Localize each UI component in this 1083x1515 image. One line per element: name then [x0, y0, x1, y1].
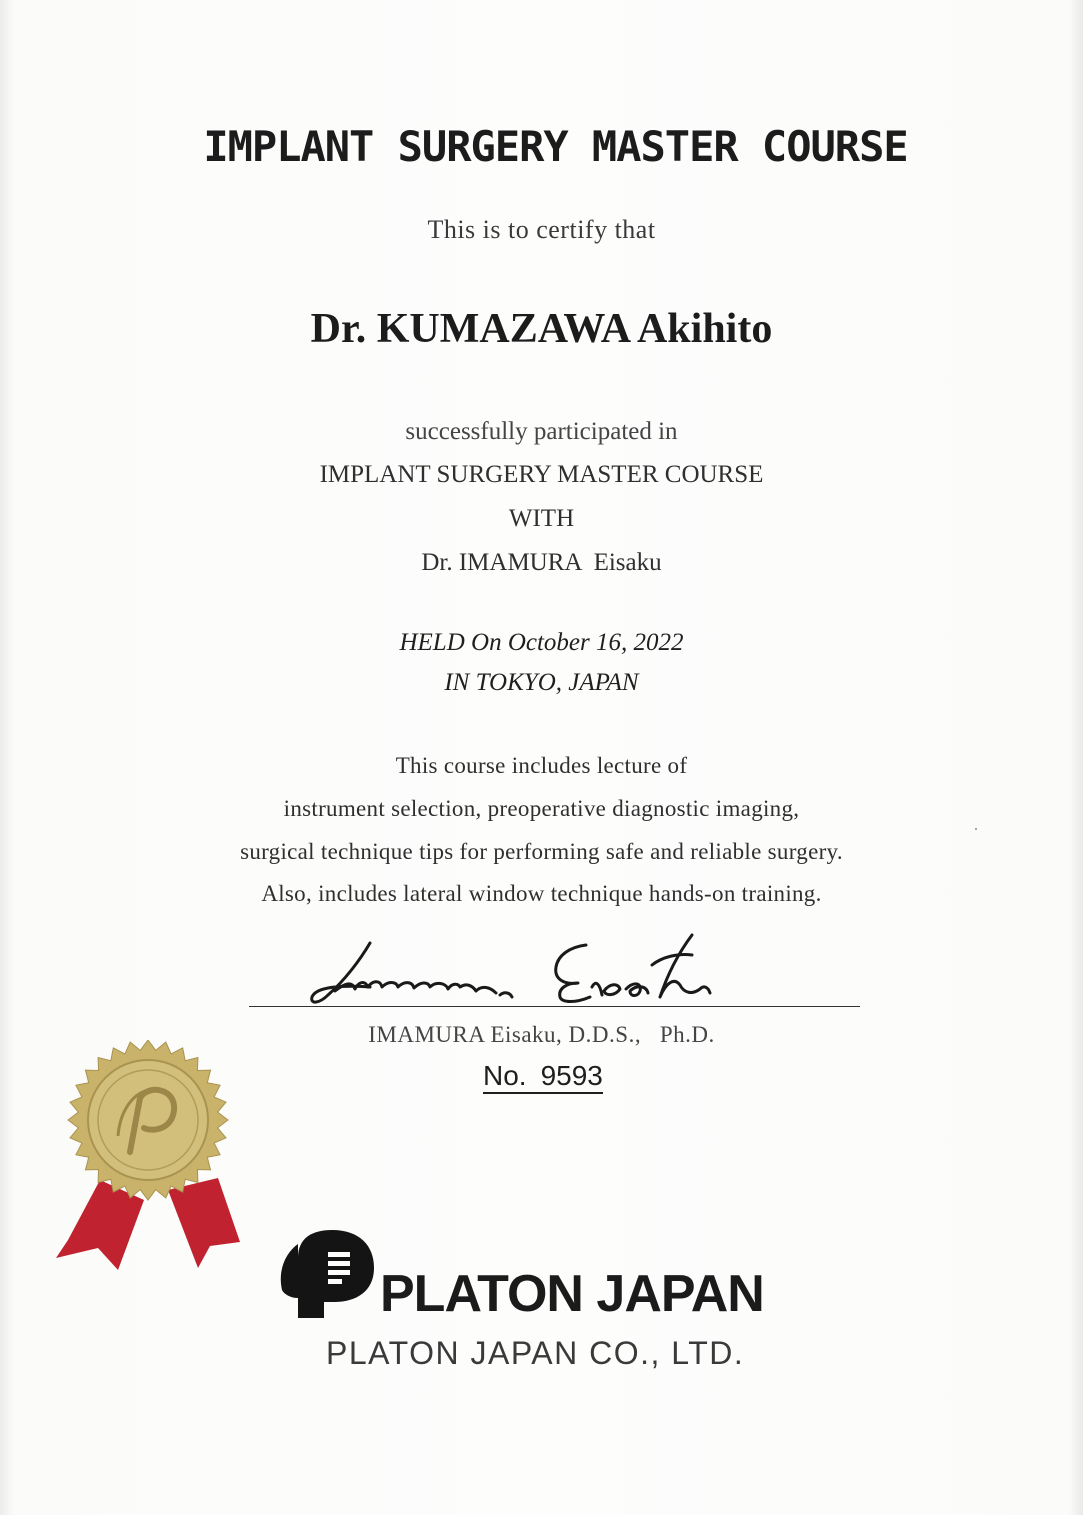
recipient-name: Dr. KUMAZAWA Akihito	[310, 306, 773, 352]
course-name: IMPLANT SURGERY MASTER COURSE	[319, 461, 764, 488]
paper-speck	[975, 828, 977, 830]
participation-text: successfully participated in	[405, 418, 678, 445]
description-line-3: surgical technique tips for performing safe and reliable surgery.	[240, 839, 843, 864]
description-line-2: instrument selection, preoperative diagnostic imaging,	[283, 796, 800, 821]
handwritten-signature	[300, 925, 720, 1015]
with-text: WITH	[508, 505, 575, 532]
certify-intro: This is to certify that	[427, 215, 656, 244]
company-name: PLATON JAPAN CO., LTD.	[326, 1335, 745, 1371]
platon-p-logo-icon	[276, 1228, 376, 1320]
held-date: HELD On October 16, 2022	[399, 629, 684, 656]
number-label: No.	[483, 1060, 527, 1091]
instructor-name: Dr. IMAMURA Eisaku	[421, 549, 662, 576]
held-place: IN TOKYO, JAPAN	[444, 669, 639, 696]
number-value: 9593	[540, 1060, 603, 1091]
certificate-title: IMPLANT SURGERY MASTER COURSE	[203, 122, 908, 171]
gold-seal-ribbon-icon	[48, 1040, 248, 1280]
signature-line	[249, 1006, 860, 1007]
description-line-1: This course includes lecture of	[395, 753, 688, 778]
signer-credentials: IMAMURA Eisaku, D.D.S., Ph.D.	[368, 1022, 715, 1047]
description-line-4: Also, includes lateral window technique hands-on training.	[261, 881, 822, 906]
brand-name: PLATON JAPAN	[380, 1265, 764, 1323]
certificate-number	[483, 1060, 603, 1094]
